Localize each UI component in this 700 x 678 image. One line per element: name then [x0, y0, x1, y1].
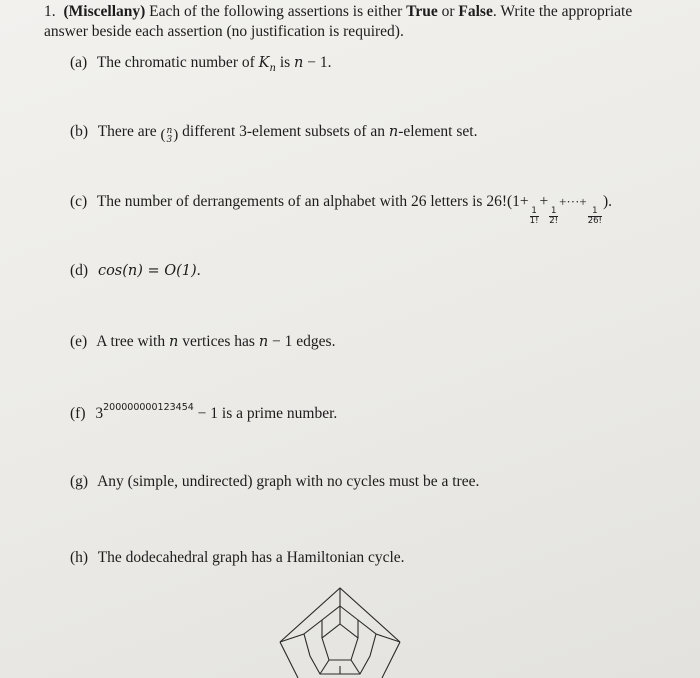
math-sub-n: n	[269, 63, 276, 75]
question-title: (Miscellany)	[63, 3, 146, 20]
question-number: 1.	[44, 3, 56, 20]
math-n: n	[168, 334, 179, 350]
assertion-e-mid: vertices has	[182, 333, 255, 350]
binom-top: n	[166, 125, 173, 136]
outer-edge-left	[280, 642, 298, 678]
assertion-b-text: There are	[97, 123, 157, 140]
inner-pentagon	[322, 624, 358, 660]
math-n: n	[258, 334, 269, 350]
formula-open: 26!(1+	[486, 193, 529, 210]
spoke-left	[280, 634, 304, 642]
assertion-b-mid: different 3-element subsets of an	[182, 123, 386, 140]
spoke-inner-5	[351, 660, 360, 674]
assertion-g-label: (g)	[70, 473, 89, 490]
assertion-a-label: (a)	[70, 54, 88, 71]
assertion-d-tail: .	[196, 262, 201, 279]
assertion-f-tail: − 1 is a prime number.	[197, 405, 338, 422]
assertion-e	[70, 333, 335, 351]
math-n: n	[388, 124, 399, 140]
intro-text-b: . Write the appropriate	[492, 3, 633, 20]
binomial-n-choose-3	[161, 127, 179, 145]
spoke-inner-4	[320, 660, 329, 674]
false-word: False	[458, 3, 493, 20]
assertion-c-text: The number of derrangements of an alphabet with 26 letters is	[96, 193, 483, 210]
assertion-g	[70, 473, 479, 491]
math-n: n	[294, 55, 304, 71]
plus-sign: +	[539, 193, 549, 210]
dodecahedral-graph-figure	[270, 582, 410, 678]
assertion-f	[70, 402, 337, 423]
true-word: True	[406, 3, 438, 20]
question-header	[44, 2, 684, 42]
assertion-h-label: (h)	[70, 549, 89, 566]
assertion-d	[70, 262, 201, 280]
fraction-1: $\frac{1}{1!}$	[529, 206, 539, 226]
math-cos-expr: cos(n) = O(1)	[97, 263, 197, 279]
power-base: 3	[95, 405, 104, 422]
assertion-e-label: (e)	[70, 333, 88, 350]
math-K: K	[258, 55, 270, 71]
assertion-e-text: A tree with	[96, 333, 166, 350]
binom-close: )	[173, 127, 179, 143]
assertion-b-tail: -element set.	[398, 123, 478, 140]
assertion-h-text: The dodecahedral graph has a Hamiltonian cycle.	[97, 549, 405, 566]
ellipsis: +···+	[559, 194, 587, 209]
fraction-2: $\frac{1}{2!}$	[549, 206, 559, 226]
power-exponent: 200000000123454	[103, 402, 194, 413]
intro-text-line2: answer beside each assertion (no justification is required).	[44, 23, 404, 40]
intro-text-a: Each of the following assertions is either	[149, 3, 403, 20]
assertion-e-tail: − 1 edges.	[272, 333, 336, 350]
binom-bottom: 3	[166, 134, 173, 145]
assertion-d-label: (d)	[70, 262, 89, 279]
assertion-a	[70, 54, 332, 75]
assertion-a-is: is	[279, 54, 291, 71]
assertion-a-tail: − 1.	[307, 54, 332, 71]
fraction-3: $\frac{1}{26!}$	[587, 206, 602, 226]
or-word: or	[441, 3, 455, 20]
assertion-b-label: (b)	[70, 123, 89, 140]
assertion-c-label: (c)	[70, 193, 88, 210]
assertion-b	[70, 123, 477, 145]
assertion-f-label: (f)	[70, 405, 86, 422]
assertion-c	[70, 193, 612, 226]
assertion-a-text: The chromatic number of	[96, 54, 255, 71]
outer-edge-right	[382, 642, 400, 678]
formula-close: ).	[602, 193, 613, 210]
assertion-g-text: Any (simple, undirected) graph with no cycles must be a tree.	[97, 473, 480, 490]
assertion-h	[70, 549, 405, 567]
spoke-right	[376, 634, 400, 642]
binom-open: (	[160, 127, 166, 143]
